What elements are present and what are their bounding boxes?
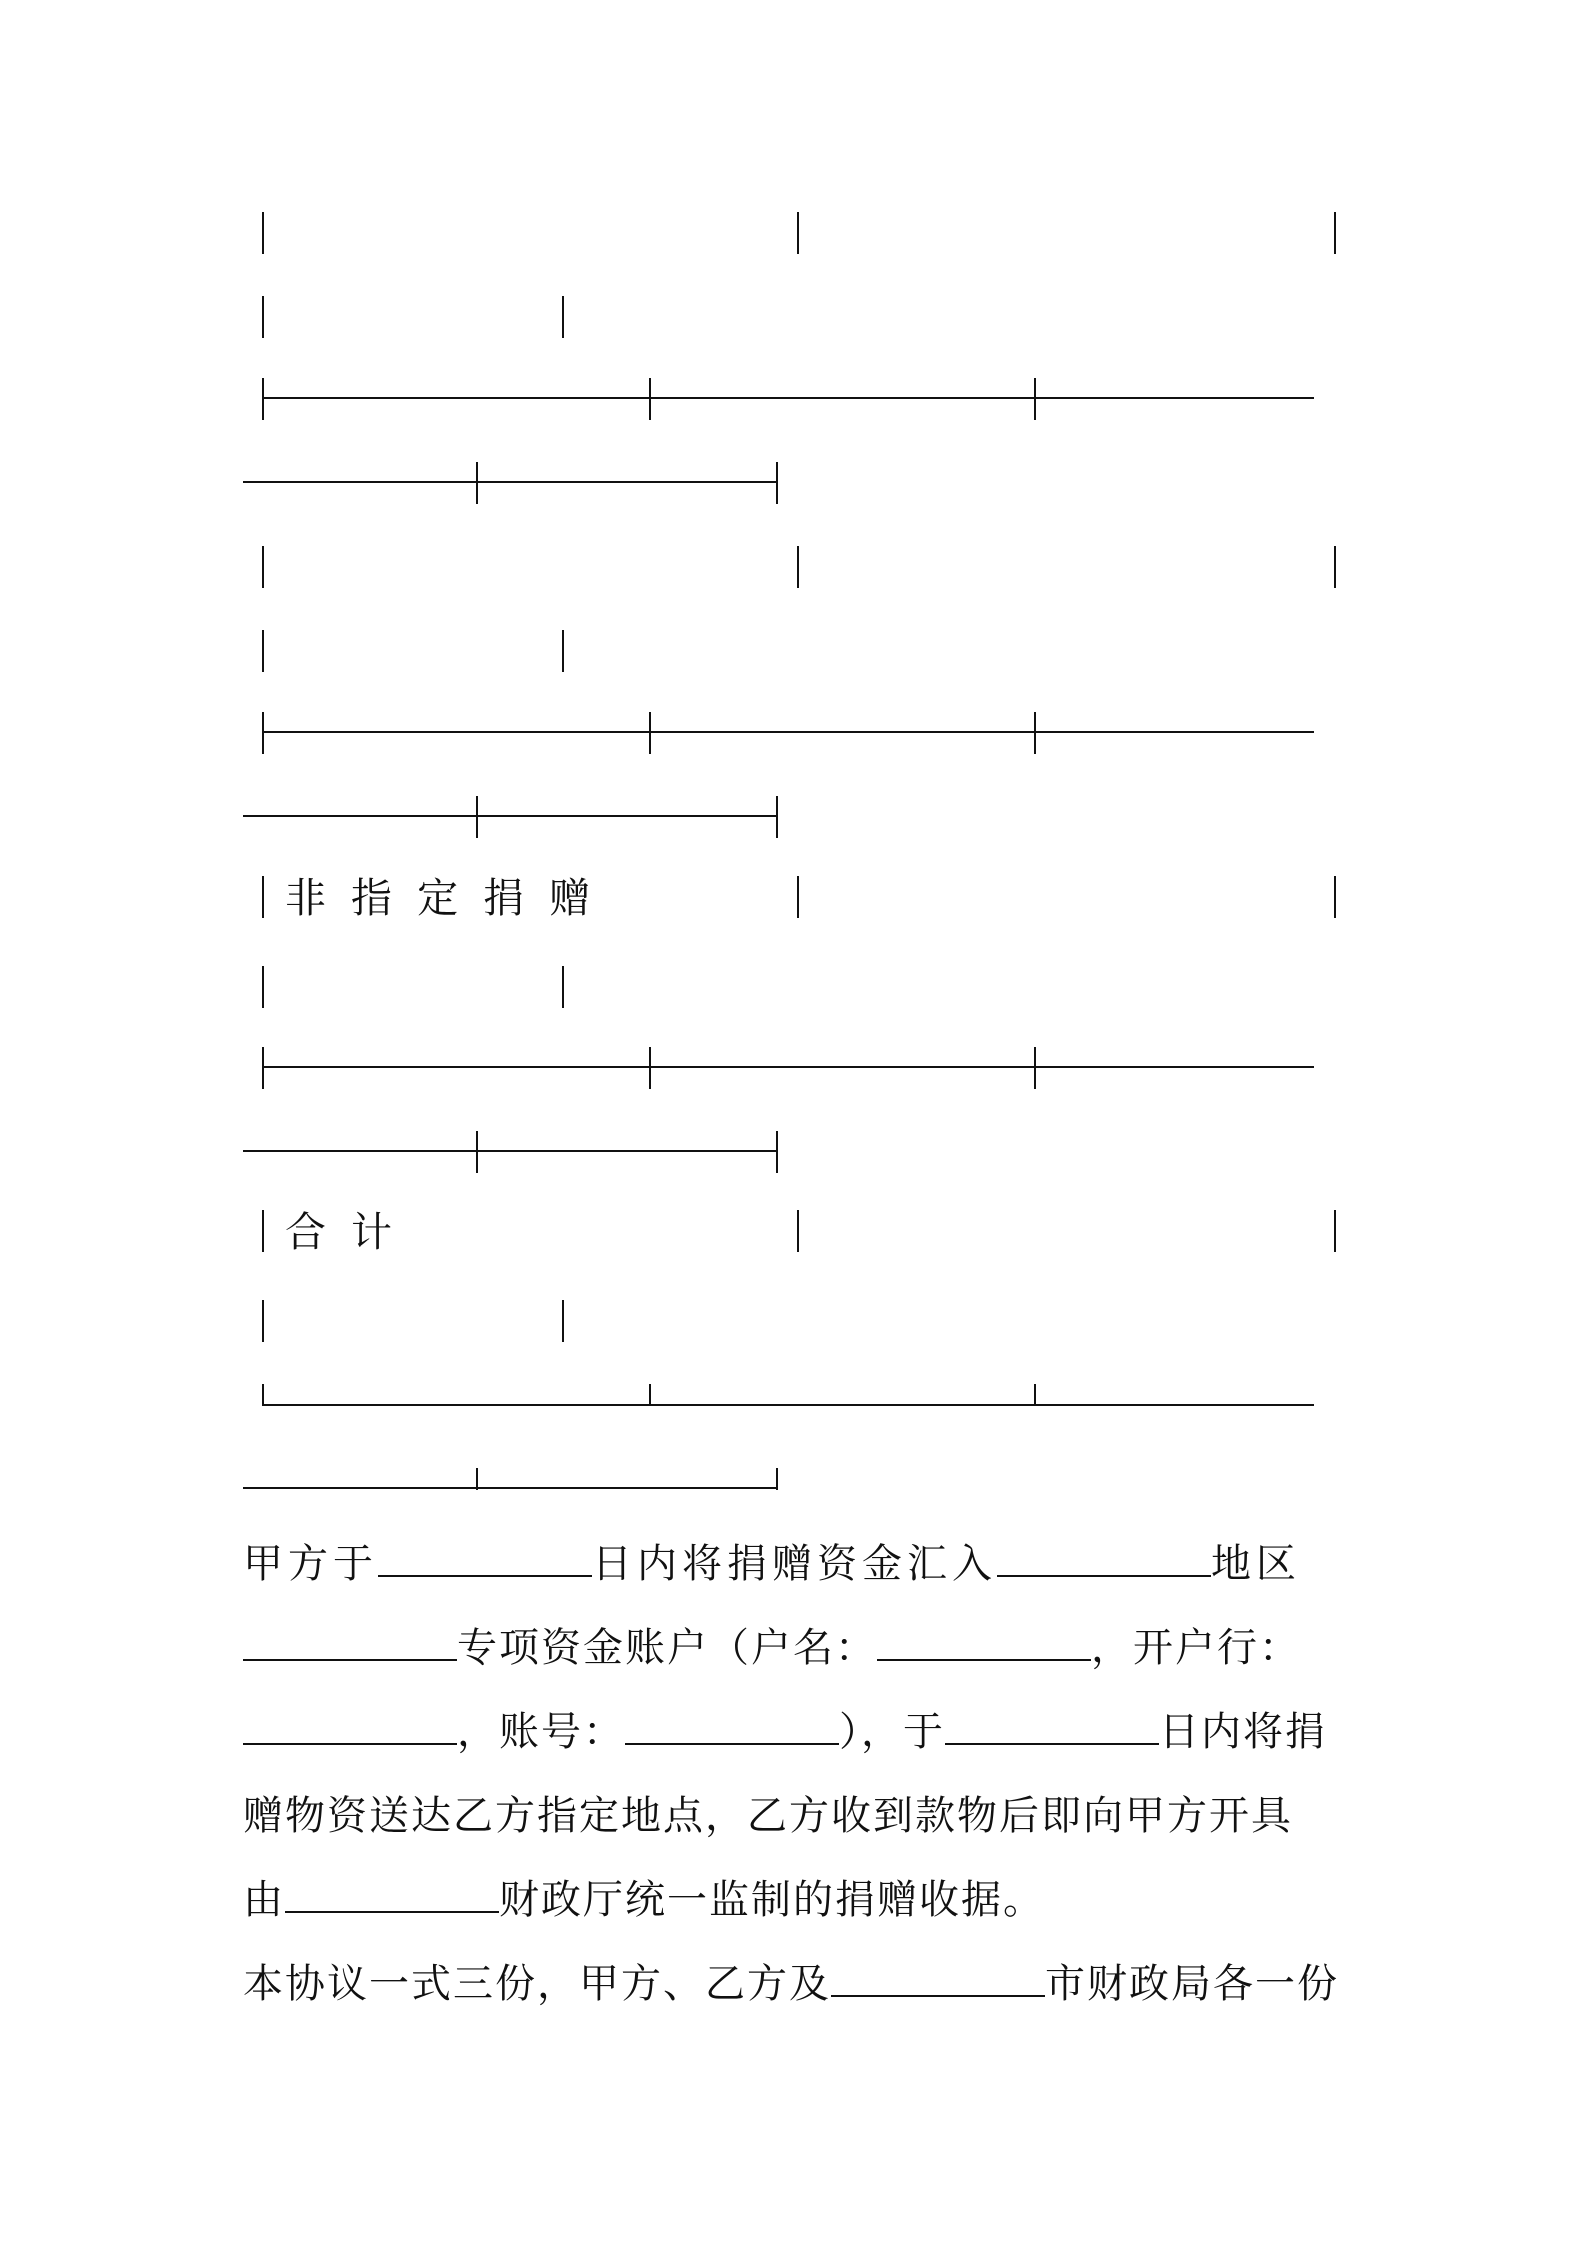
text-segment: 本协议一式三份，甲方、乙方及	[243, 1961, 831, 2007]
row-separator	[243, 1150, 778, 1152]
cell-border	[797, 212, 799, 254]
text-line	[243, 1876, 1045, 1924]
text-segment: 由	[243, 1877, 285, 1923]
cell-border	[1034, 378, 1036, 420]
cell-border	[262, 1384, 264, 1406]
cell-border	[262, 1210, 264, 1252]
text-segment: 地区	[1211, 1541, 1301, 1587]
row-separator	[243, 815, 778, 817]
cell-border	[262, 966, 264, 1008]
cell-border	[562, 966, 564, 1008]
cell-border	[1334, 1210, 1336, 1252]
table-row-label: 合 计	[285, 1208, 399, 1256]
cell-border	[797, 546, 799, 588]
cell-border	[562, 296, 564, 338]
fill-blank	[243, 1717, 457, 1745]
fill-blank	[243, 1633, 457, 1661]
cell-border	[262, 712, 264, 754]
cell-border	[262, 1047, 264, 1089]
cell-border	[649, 378, 651, 420]
cell-border	[649, 712, 651, 754]
cell-border	[776, 796, 778, 838]
cell-border	[562, 630, 564, 672]
cell-border	[1334, 546, 1336, 588]
text-segment: ），于	[839, 1709, 945, 1755]
text-segment: 甲方于	[243, 1541, 378, 1587]
row-separator	[262, 731, 1314, 733]
cell-border	[776, 1468, 778, 1490]
table-bottom-border	[243, 1487, 778, 1489]
cell-border	[649, 1047, 651, 1089]
cell-border	[262, 296, 264, 338]
cell-border	[476, 1131, 478, 1173]
cell-border	[1034, 1384, 1036, 1406]
text-segment: 市财政局各一份	[1045, 1961, 1339, 2007]
cell-border	[1034, 1047, 1036, 1089]
cell-border	[262, 876, 264, 918]
cell-border	[797, 1210, 799, 1252]
cell-border	[776, 1131, 778, 1173]
fill-blank	[831, 1969, 1045, 1997]
text-line	[243, 1540, 1301, 1588]
cell-border	[649, 1384, 651, 1406]
text-line: 赠物资送达乙方指定地点，乙方收到款物后即向甲方开具	[243, 1793, 1293, 1839]
cell-border	[262, 378, 264, 420]
fill-blank	[945, 1717, 1159, 1745]
text-segment: ，开户行：	[1091, 1625, 1301, 1671]
fill-blank	[285, 1885, 499, 1913]
text-line	[243, 1624, 1301, 1672]
cell-border	[1034, 712, 1036, 754]
text-segment: ，账号：	[457, 1709, 625, 1755]
fill-blank	[997, 1549, 1211, 1577]
cell-border	[262, 212, 264, 254]
text-segment: 专项资金账户（户名：	[457, 1625, 877, 1671]
text-segment: 日内将捐赠资金汇入	[592, 1541, 997, 1587]
text-segment: 财政厅统一监制的捐赠收据。	[499, 1877, 1045, 1923]
text-line	[243, 1708, 1327, 1756]
fill-blank	[877, 1633, 1091, 1661]
row-separator	[262, 397, 1314, 399]
cell-border	[476, 796, 478, 838]
cell-border	[1334, 212, 1336, 254]
text-segment: 日内将捐	[1159, 1709, 1327, 1755]
cell-border	[1334, 876, 1336, 918]
fill-blank	[378, 1549, 592, 1577]
row-separator	[262, 1066, 1314, 1068]
fill-blank	[625, 1717, 839, 1745]
cell-border	[262, 546, 264, 588]
cell-border	[476, 1468, 478, 1490]
cell-border	[776, 462, 778, 504]
cell-border	[262, 630, 264, 672]
table-bottom-border	[262, 1404, 1314, 1406]
cell-border	[476, 462, 478, 504]
cell-border	[562, 1300, 564, 1342]
text-line	[243, 1960, 1339, 2008]
table-row-label: 非 指 定 捐 赠	[285, 874, 597, 922]
cell-border	[797, 876, 799, 918]
row-separator	[243, 481, 778, 483]
cell-border	[262, 1300, 264, 1342]
